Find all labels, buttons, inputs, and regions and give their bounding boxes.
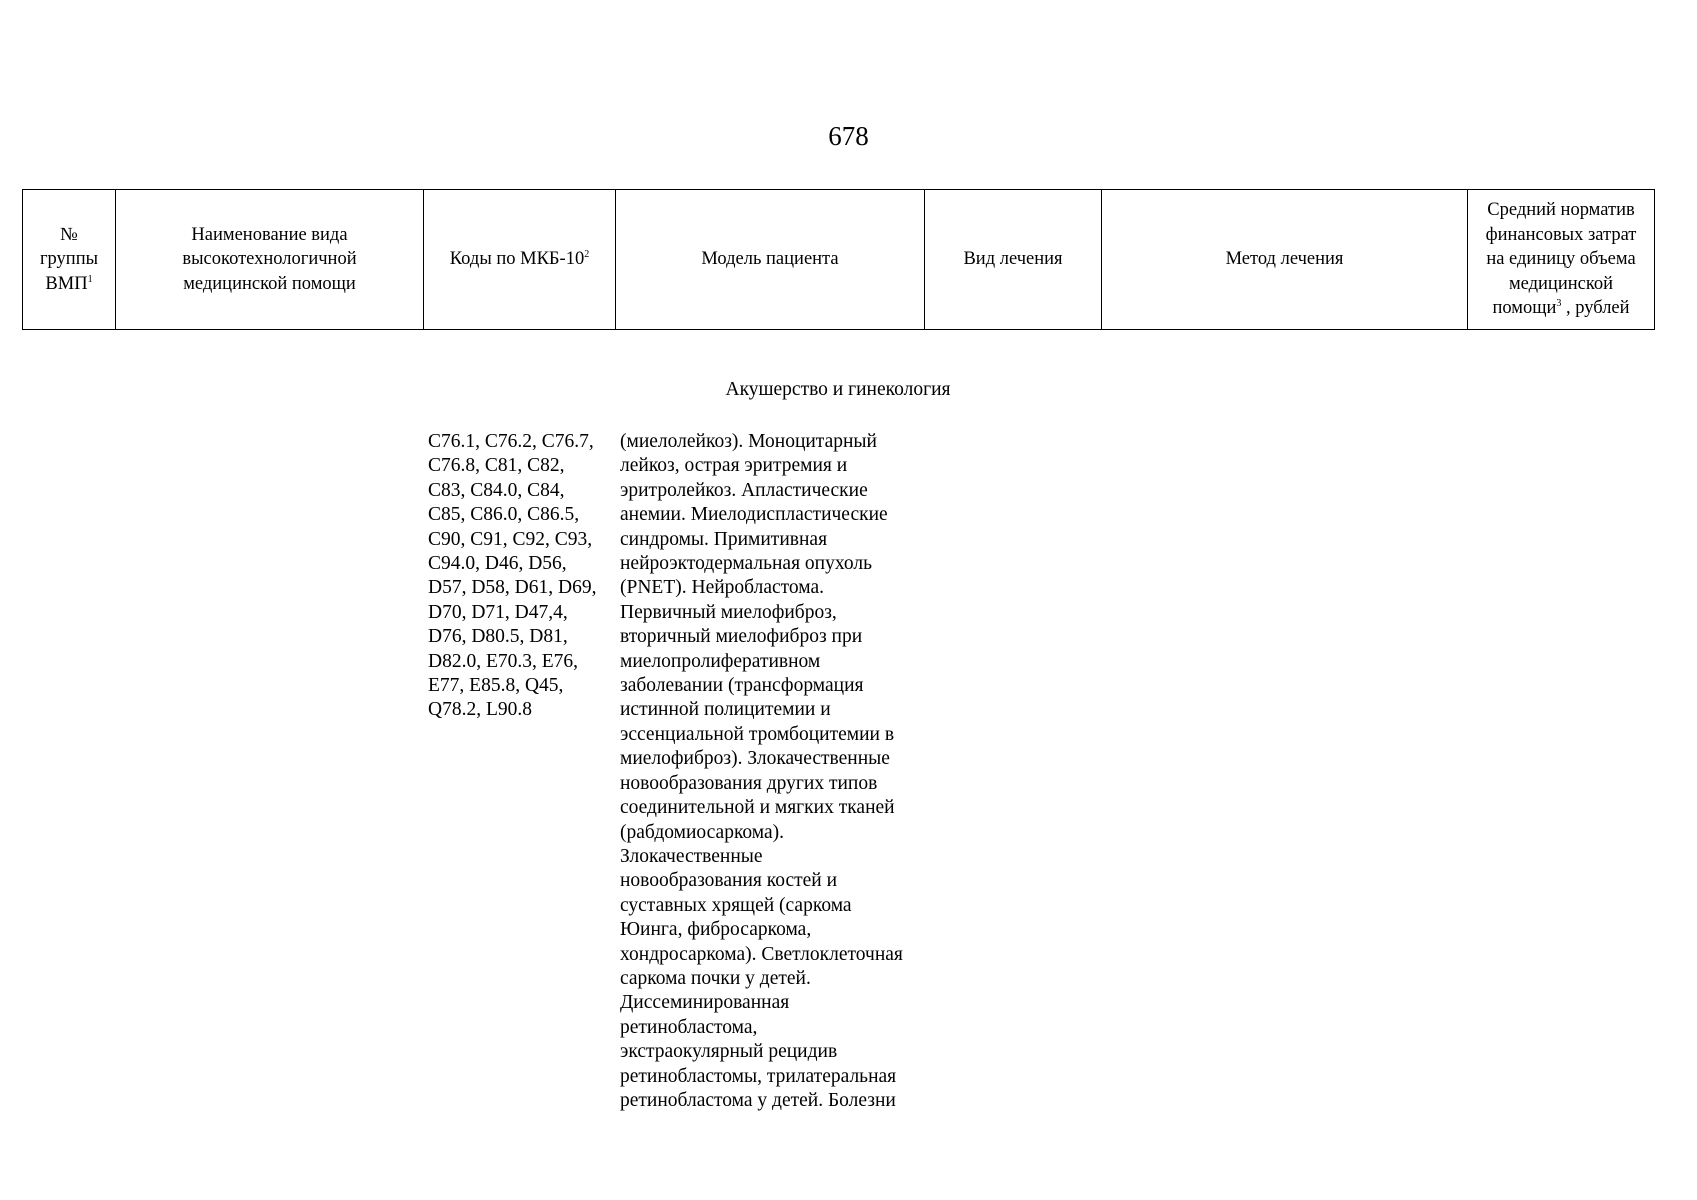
header-service-name: Наименование вида высокотехнологичной медицинской помощи <box>116 190 424 330</box>
header-icd-codes: Коды по МКБ-$10^2$ <box>424 190 616 330</box>
header-patient-model: Модель пациента <box>616 190 925 330</box>
header-row <box>23 190 1655 330</box>
page-number: 678 <box>828 121 869 151</box>
header-treatment-method: Метод лечения <box>1102 190 1468 330</box>
patient-model-cell: (миелолейкоз). Моноцитарный лейкоз, острая эритремия и эритролейкоз. Апластические анемии. Миелодиспластические синдромы. Примитивная нейроэктодермальная опухоль (PNET). Нейробластома. Первичный миелофиброз, вторичный миелофиброз при миелопролиферативном заболевании (трансформация истинной полицитемии и эссенциальной тромбоцитемии в миелофиброз). Злокачественные новообразования других типов соединительной и мягких тканей (рабдомиосаркома). Злокачественные новообразования костей и суставных хрящей (саркома Юинга, фибросаркома, хондросаркома). Светлоклеточная саркома почки у детей. Диссеминированная ретинобластома, экстраокулярный рецидив ретинобластомы, трилатеральная ретинобластома у детей. Болезни <box>620 431 903 1111</box>
icd-codes-cell: C76.1, C76.2, C76.7, C76.8, C81, C82, C83, C84.0, C84, C85, C86.0, C86.5, C90, C91, C92, C93, C94.0, D46, D56, D57, D58, D61, D69, D70, D71, D47,4, D76, D80.5, D81, D82.0, E70.3, E76, E77, E85.8, Q45, Q78.2, L90.8 <box>428 431 597 721</box>
header-average-cost: Средний норматив финансовых затрат на единицу объема медицинской помощи$^3$ , рублей <box>1468 190 1655 330</box>
header-treatment-type: Вид лечения <box>925 190 1102 330</box>
header-group-number: № группы ВМП$^1$ <box>23 190 116 330</box>
section-title: Акушерство и гинекология <box>725 379 951 400</box>
column-header-table <box>22 189 1655 330</box>
